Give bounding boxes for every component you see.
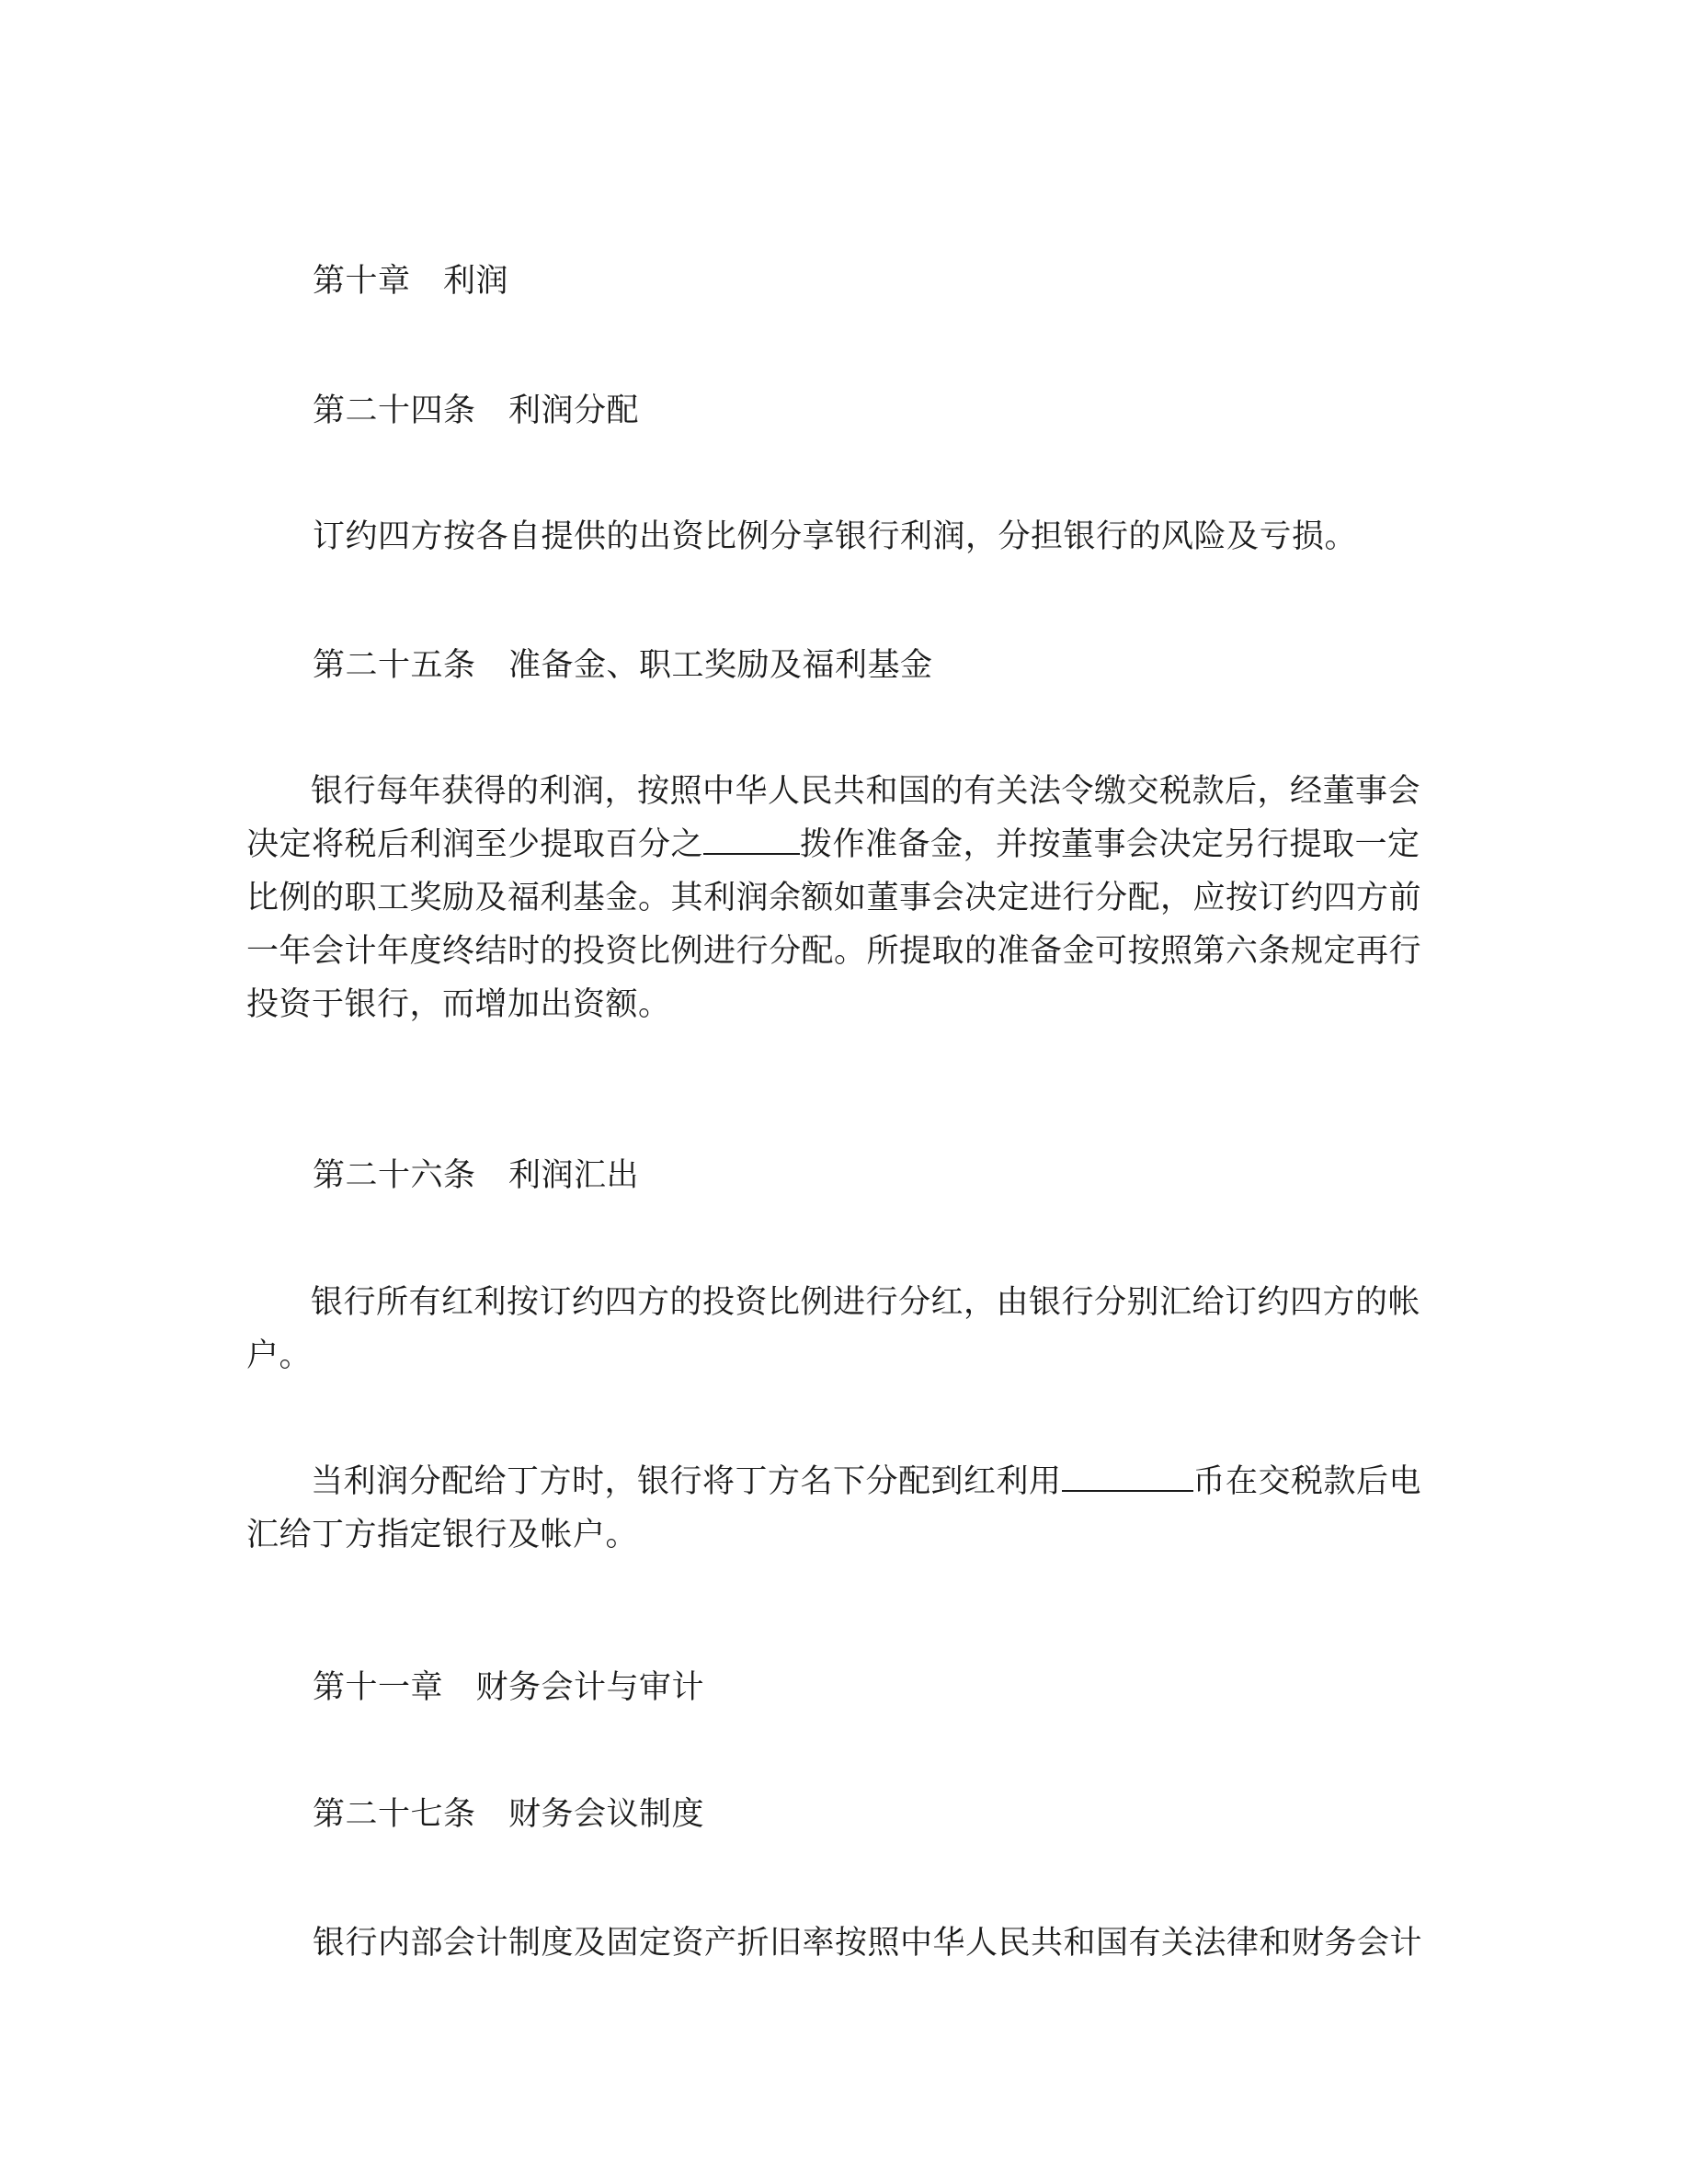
article-25-line-2: [246, 818, 1442, 871]
article-26-p2-line-1-end: 币在交税款后电: [1192, 1463, 1422, 1500]
article-26-p2-line-2: 汇给丁方指定银行及帐户。: [246, 1517, 639, 1553]
chapter-11-heading: 第十一章 财务会计与审计: [313, 1669, 705, 1706]
article-24-heading: 第二十四条 利润分配: [313, 392, 640, 429]
article-25-line-5: 投资于银行，而增加出资额。: [246, 986, 671, 1023]
article-25-line-2-start: 决定将税后利润至少提取百分之: [246, 826, 704, 863]
article-25-line-3: 比例的职工奖励及福利基金。其利润余额如董事会决定进行分配，应按订约四方前: [246, 880, 1422, 916]
article-26-p2-line-1-start: 当利润分配给丁方时，银行将丁方名下分配到红利用: [311, 1463, 1062, 1500]
article-27-heading: 第二十七条 财务会议制度: [313, 1796, 705, 1833]
article-25-body: [246, 765, 1442, 1031]
article-25-line-4: 一年会计年度终结时的投资比例进行分配。所提取的准备金可按照第六条规定再行: [246, 933, 1422, 970]
article-26-paragraph-2: [246, 1455, 1442, 1562]
article-25-line-2-end: 拨作准备金，并按董事会决定另行提取一定: [800, 826, 1420, 863]
article-25-line-1: 银行每年获得的利润，按照中华人民共和国的有关法令缴交税款后，经董事会: [311, 773, 1421, 810]
chapter-10-heading: 第十章 利润: [313, 263, 509, 300]
article-26-p1-line-2: 户。: [246, 1337, 313, 1374]
article-24-body: 订约四方按各自提供的出资比例分享银行利润，分担银行的风险及亏损。: [313, 518, 1358, 555]
article-26-p1-line-1: 银行所有红利按订约四方的投资比例进行分红，由银行分别汇给订约四方的帐: [311, 1284, 1421, 1321]
article-26-p2-line-1: [246, 1455, 1442, 1508]
article-25-heading: 第二十五条 准备金、职工奖励及福利基金: [313, 647, 933, 684]
article-27-body: 银行内部会计制度及固定资产折旧率按照中华人民共和国有关法律和财务会计: [313, 1925, 1423, 1962]
currency-blank: [1062, 1457, 1193, 1492]
article-26-heading: 第二十六条 利润汇出: [313, 1157, 640, 1194]
reserve-percent-blank: [703, 820, 800, 855]
article-26-paragraph-1: [246, 1276, 1442, 1382]
